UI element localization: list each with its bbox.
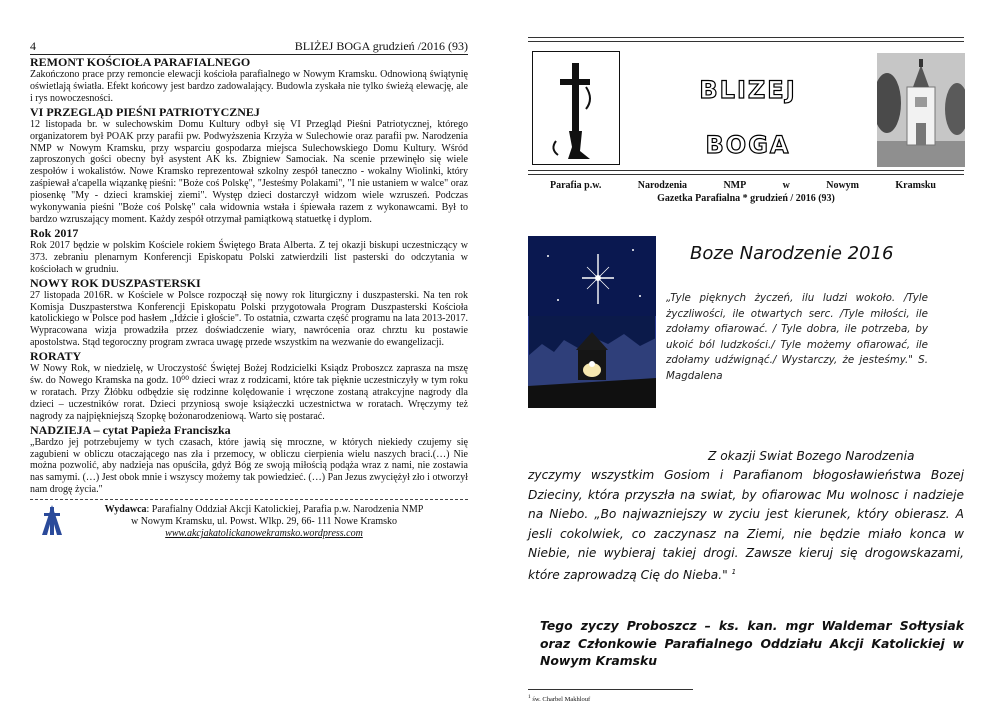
gazetka-line: Gazetka Parafialna * grudzień / 2016 (93) [657, 193, 835, 204]
masthead [528, 42, 964, 170]
parish-word: w [782, 180, 790, 191]
publisher-line2: w Nowym Kramsku, ul. Powst. Wlkp. 29, 66- 111 Nowe Kramsko [130, 516, 397, 528]
publisher-info [94, 504, 434, 540]
publisher-footer [30, 504, 468, 540]
publisher-label: Wydawca [104, 504, 147, 516]
article-rok-2017 [30, 227, 468, 276]
article-title: NADZIEJA – cytat Papieża Franciszka [30, 422, 231, 437]
running-header [30, 40, 468, 55]
parish-word: Nowym [826, 180, 860, 191]
cross-figure-icon [532, 51, 620, 165]
catholic-action-logo-icon [40, 504, 64, 538]
parish-info [528, 179, 964, 205]
christmas-wishes [528, 447, 964, 586]
article-title: Rok 2017 [30, 225, 79, 240]
page-number: 4 [30, 39, 36, 53]
right-page [528, 37, 964, 703]
parish-word: Kramsku [895, 180, 936, 191]
article-text: Zakończono prace przy remoncie elewacji kościoła parafialnego w Nowym Kramsku. Odnowioną świątynię oświetlają światła. Efekt końcowy jest bardzo zadowalający. Budowla zyskała nie tylko świeżą elewację, ale i rys nowoczesności. [30, 69, 468, 104]
wishes-first-line: Z okazji Swiat Bozego Narodzenia [708, 449, 915, 463]
footnote-text: św. Charbel Makhlouf [532, 696, 591, 703]
masthead-title-line1: BLIZEJ [699, 76, 797, 104]
wishes-footnote-mark: 1 [731, 568, 737, 577]
publisher-line1: : Parafialny Oddział Akcji Katolickiej, Parafia p.w. Narodzenia NMP [146, 504, 424, 516]
footnote-mark: 1 [528, 694, 531, 700]
article-remont [30, 56, 468, 105]
article-roraty [30, 350, 468, 423]
church-photo [877, 53, 965, 167]
middle-rule [528, 170, 964, 175]
masthead-title-line2: BOGA [705, 131, 791, 159]
nativity-night-image [528, 236, 656, 408]
article-text: W Nowy Rok, w niedzielę, w Uroczystość Świętej Bożej Rodzicielki Ksiądz Proboszcz zaprasza na mszę św. do Nowego Kramska na godz. 10⁰⁰ dzieci wraz z rodzicami, które tak pięknie uczestniczyły w tym roku w roratach. Przy Żłóbku odbędzie się rodzinne kolędowanie i wręczone zostaną atrakcyjne nagrody dla dzieci – uczestników rorat. Dzieci przyniosą swoje książeczki uczestnictwa w roratach. Wręczymy też nagrody za najpiękniejszą Szopkę bożonarodzeniową. Warto się postarać. [30, 363, 468, 422]
parish-word: Parafia p.w. [550, 180, 602, 191]
article-title: NOWY ROK DUSZPASTERSKI [30, 275, 201, 290]
article-text: 27 listopada 2016R. w Kościele w Polsce rozpoczął się nowy rok liturgiczny i duszpasterski. Na ten rok Komisja Duszpasterstwa Konferencji Episkopatu Polski przygotowała Program Duszpasterski Kościoła katolickiego w Polsce pod hasłem „Idźcie i głoście". To ostatnia, czwarta część programu na lata 2013-2017. Wypracowana wizja prowadziła przez doświadczenie wiary, nawrócenia oraz chrztu ku postawie apostolstwa. Stąd tegoroczny program zwraca uwagę przede wszystkim na wezwanie do ewangelizacji. [30, 289, 468, 349]
parish-word: NMP [723, 180, 747, 191]
footnote-divider [528, 689, 693, 690]
article-przeglad [30, 106, 468, 226]
article-text: 12 listopada br. w sulechowskim Domu Kultury odbył się VI Przegląd Pieśni Patriotycznej, którego organizatorem był POAK przy parafii pw. Podwyższenia Krzyża w Sulechowie oraz parafii pw. Narodzenia NMP w Nowym Kramsku, przy wsparciu gospodarza miejsca Sulechowskiego Domu Kultury. Wśród zaproszonych gości obecny był asystent AK ks. Zbigniew Samociak. Na scenie przewinęło się wiele zespołów i wokalistów. Nowe Kramsko reprezentował szkolny zespół taneczno - wokalny Wiolinki, który zaśpiewał a'capella wiązankę pieśni: "Boże coś Polskę", "Jesteśmy Polakami", "I nie ustaniem w walce" oraz piosenkę "My - dzieci kramskiej ziemi". Występ dzieci dostarczył widzom wiele wzruszeń. Podczas wykonywania pieśni "Boże coś Polskę" cała widownia wstała i śpiewała razem z wykonawcami. Był to bardzo wzruszający moment. Każdy zespół otrzymał pamiątkową statuetkę i dyplom. [30, 118, 468, 225]
article-title: VI PRZEGLĄD PIEŚNI PATRIOTYCZNEJ [30, 104, 260, 119]
christmas-title: Boze Narodzenie 2016 [690, 243, 894, 264]
publisher-website-link[interactable]: www.akcjakatolickanowekramsko.wordpress.com [165, 528, 363, 540]
christmas-quote: „Tyle pięknych życzeń, ilu ludzi wokoło. /Tyle życzliwości, ile otwartych serc. /Tyle miłości, ile zdołamy ofiarować. / Tyle dobra, ile potrzeba, by ukoić ból ludzkości./ Tyle możemy ofiarować, ile zdołamy udźwignąć./ Wystarczy, że jesteśmy." S. Magdalena [666, 292, 928, 382]
article-nadzieja [30, 424, 468, 497]
article-title: RORATY [30, 349, 82, 364]
footer-divider [30, 499, 468, 500]
signature: Tego zyczy Proboszcz – ks. kan. mgr Waldemar Sołtysiak oraz Członkowie Parafialnego Oddziału Akcji Katolickiej w Nowym Kramsku [540, 618, 964, 669]
header-title: BLIŻEJ BOGA grudzień /2016 (93) [294, 39, 468, 53]
article-text: Rok 2017 będzie w polskim Kościele rokiem Świętego Brata Alberta. Z tej okazji biskupi uczestniczący w 373. zebraniu plenarnym Konferencji Episkopatu Polski zatwierdzili list pasterski do odczytania w kościołach w grudniu. [30, 239, 468, 275]
parish-word: Narodzenia [637, 180, 688, 191]
article-text: „Bardzo jej potrzebujemy w tych czasach, które jawią się mroczne, w których niekiedy czujemy się zagubieni w obliczu otaczającego nas zła i przemocy, w obliczu cierpienia wielu naszych braci.(…) Nie można pozwolić, aby nadzieja nas opuściła, gdyż Bóg ze swoją miłością podąża wraz z nami, nie zostawia nas samymi. (…) Jest obok mnie i wszyscy możemy tak powiedzieć. (…) Pan Jezus zwyciężył zło i otworzył nam drogę życia." [30, 436, 468, 496]
left-page [30, 40, 468, 540]
article-nowy-rok [30, 277, 468, 350]
article-title: REMONT KOŚCIOŁA PARAFIALNEGO [30, 55, 251, 69]
wishes-text: zyczymy wszystkim Gosiom i Parafianom błogosławieństwa Bozej Dzieciny, która przyszła na swiat, by ofiarowac Mu wolnosc i nadzieje na Niebo. „Bo najwazniejszy w zyciu jest kierunek, który obierasz. A jesli cokolwiek, co zaczynasz na Ziemi, nie będzie miało konca w Niebie, nie wybieraj takiej drogi. Zawsze kieruj się drogowskazami, które zaprowadzą Cię do Nieba." [528, 468, 964, 583]
